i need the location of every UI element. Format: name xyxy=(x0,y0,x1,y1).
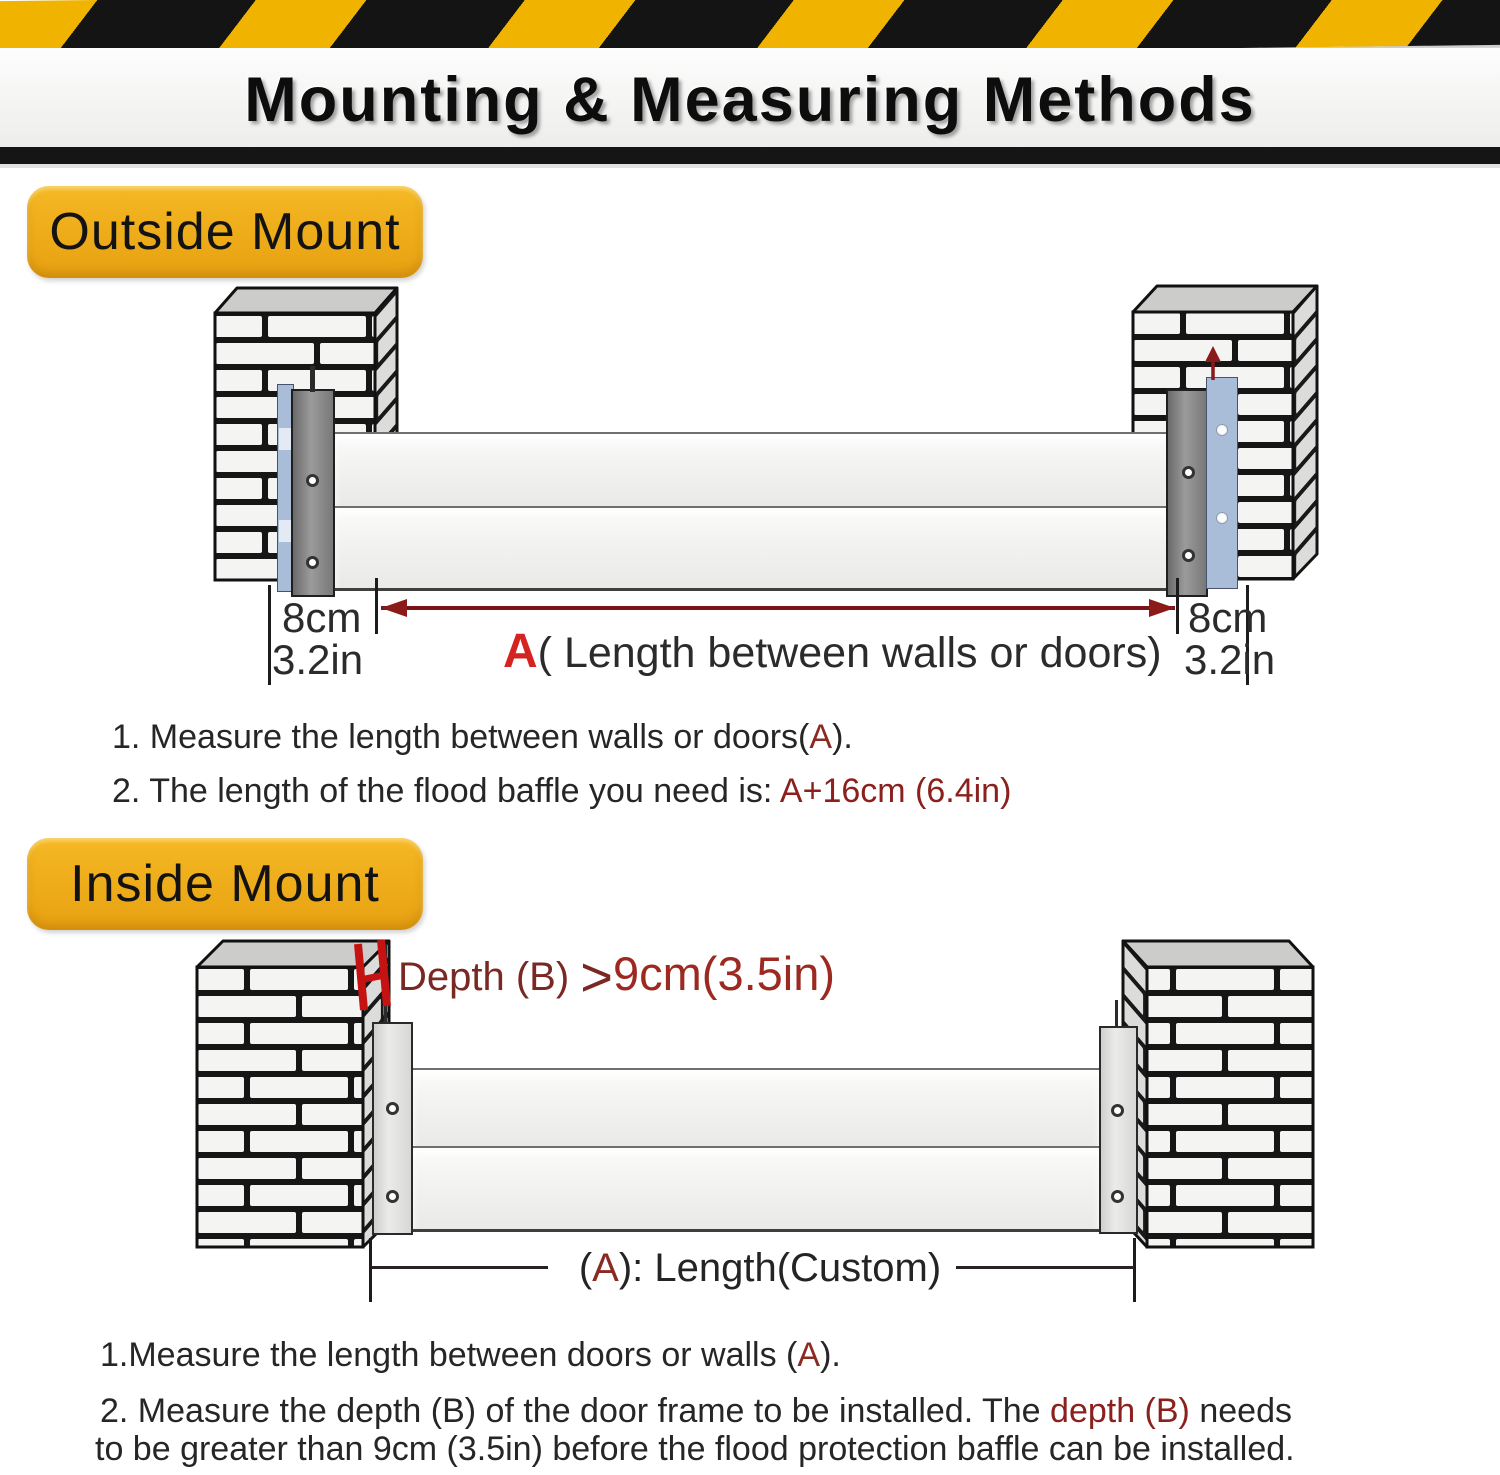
step-accent: A xyxy=(809,718,833,756)
depth-value: 9cm(3.5in) xyxy=(613,947,836,1000)
offset-left-cm: 8cm xyxy=(282,594,362,641)
arrowhead-left-icon xyxy=(381,599,407,617)
baffle-bottom-edge xyxy=(411,1229,1101,1232)
mounting-channel-inside-left xyxy=(372,1022,413,1235)
inside-mount-badge: Inside Mount xyxy=(27,838,423,930)
dimension-tick xyxy=(1176,578,1179,634)
step-text: 2. Measure the depth (B) of the door frame to be installed. The xyxy=(100,1392,1051,1430)
rail-dot xyxy=(1216,512,1228,524)
step-text: needs xyxy=(1189,1392,1292,1430)
rail-mark xyxy=(279,520,291,542)
arrowhead-right-icon xyxy=(1149,599,1175,617)
greater-than-sign: > xyxy=(580,945,613,1008)
dimension-tick xyxy=(369,1238,372,1302)
screw-hole xyxy=(1182,549,1195,562)
flood-baffle-panel-bottom xyxy=(333,506,1172,590)
channel-pin xyxy=(1115,1000,1118,1028)
length-a-label xyxy=(503,624,1162,679)
offset-right-in: 3.2in xyxy=(1184,636,1276,683)
step-text: 1.Measure the length between doors or walls ( xyxy=(100,1336,798,1374)
offset-right-cm: 8cm xyxy=(1188,594,1268,641)
flood-baffle-panel-top xyxy=(411,1068,1101,1150)
label-paren: ( xyxy=(578,1246,593,1290)
depth-requirement-label xyxy=(398,944,835,1009)
step-text: 2. The length of the flood baffle you need is: xyxy=(112,772,780,810)
step-text: to be greater than 9cm (3.5in) before the flood protection baffle can be installed. xyxy=(95,1430,1295,1468)
rail-dot xyxy=(1216,424,1228,436)
screw-hole xyxy=(1111,1104,1124,1117)
page-title: Mounting & Measuring Methods xyxy=(244,65,1256,135)
inside-step-1 xyxy=(100,1336,841,1375)
wall-rail-blue-right xyxy=(1206,377,1238,589)
step-text: ). xyxy=(820,1336,841,1374)
screw-hole xyxy=(306,474,319,487)
step-text: 1. Measure the length between walls or doors( xyxy=(112,718,810,756)
screw-hole xyxy=(1111,1190,1124,1203)
step-text: ). xyxy=(832,718,853,756)
step-accent: A+16cm (6.4in) xyxy=(779,772,1012,810)
screw-hole xyxy=(306,556,319,569)
header-divider-bar xyxy=(0,147,1500,164)
screw-hole xyxy=(386,1190,399,1203)
screw-hole xyxy=(1182,466,1195,479)
inside-step-2-cont xyxy=(95,1430,1295,1469)
offset-left-in: 3.2in xyxy=(272,636,364,683)
up-arrow-icon xyxy=(1198,344,1228,382)
dimension-tick xyxy=(1133,1238,1136,1302)
brick-pillar-inside-right xyxy=(1121,939,1315,1251)
dimension-tick xyxy=(375,578,378,634)
flood-baffle-panel-top xyxy=(333,432,1172,510)
rail-mark xyxy=(279,428,291,450)
outside-mount-badge: Outside Mount xyxy=(27,186,423,278)
dimension-tick xyxy=(268,585,271,685)
length-custom-label xyxy=(420,1246,1100,1291)
screw-hole xyxy=(386,1102,399,1115)
mounting-channel-outside-right xyxy=(1166,389,1208,597)
step-accent: depth (B) xyxy=(1050,1392,1190,1430)
label-text: ): Length(Custom) xyxy=(618,1246,942,1290)
flood-baffle-panel-bottom xyxy=(411,1146,1101,1232)
step-accent: A xyxy=(797,1336,821,1374)
dimension-arrow-line xyxy=(381,606,1175,610)
inside-step-2 xyxy=(100,1392,1292,1431)
outside-step-1 xyxy=(112,718,853,757)
depth-label-text: Depth (B) xyxy=(398,955,581,999)
label-a: A xyxy=(592,1246,619,1290)
baffle-bottom-edge xyxy=(333,588,1172,591)
length-a-letter: A xyxy=(503,625,538,678)
length-a-text: ( Length between walls or doors) xyxy=(537,629,1162,677)
channel-pin xyxy=(310,366,315,392)
depth-gauge-icon xyxy=(350,936,394,1018)
outside-step-2 xyxy=(112,772,1011,811)
